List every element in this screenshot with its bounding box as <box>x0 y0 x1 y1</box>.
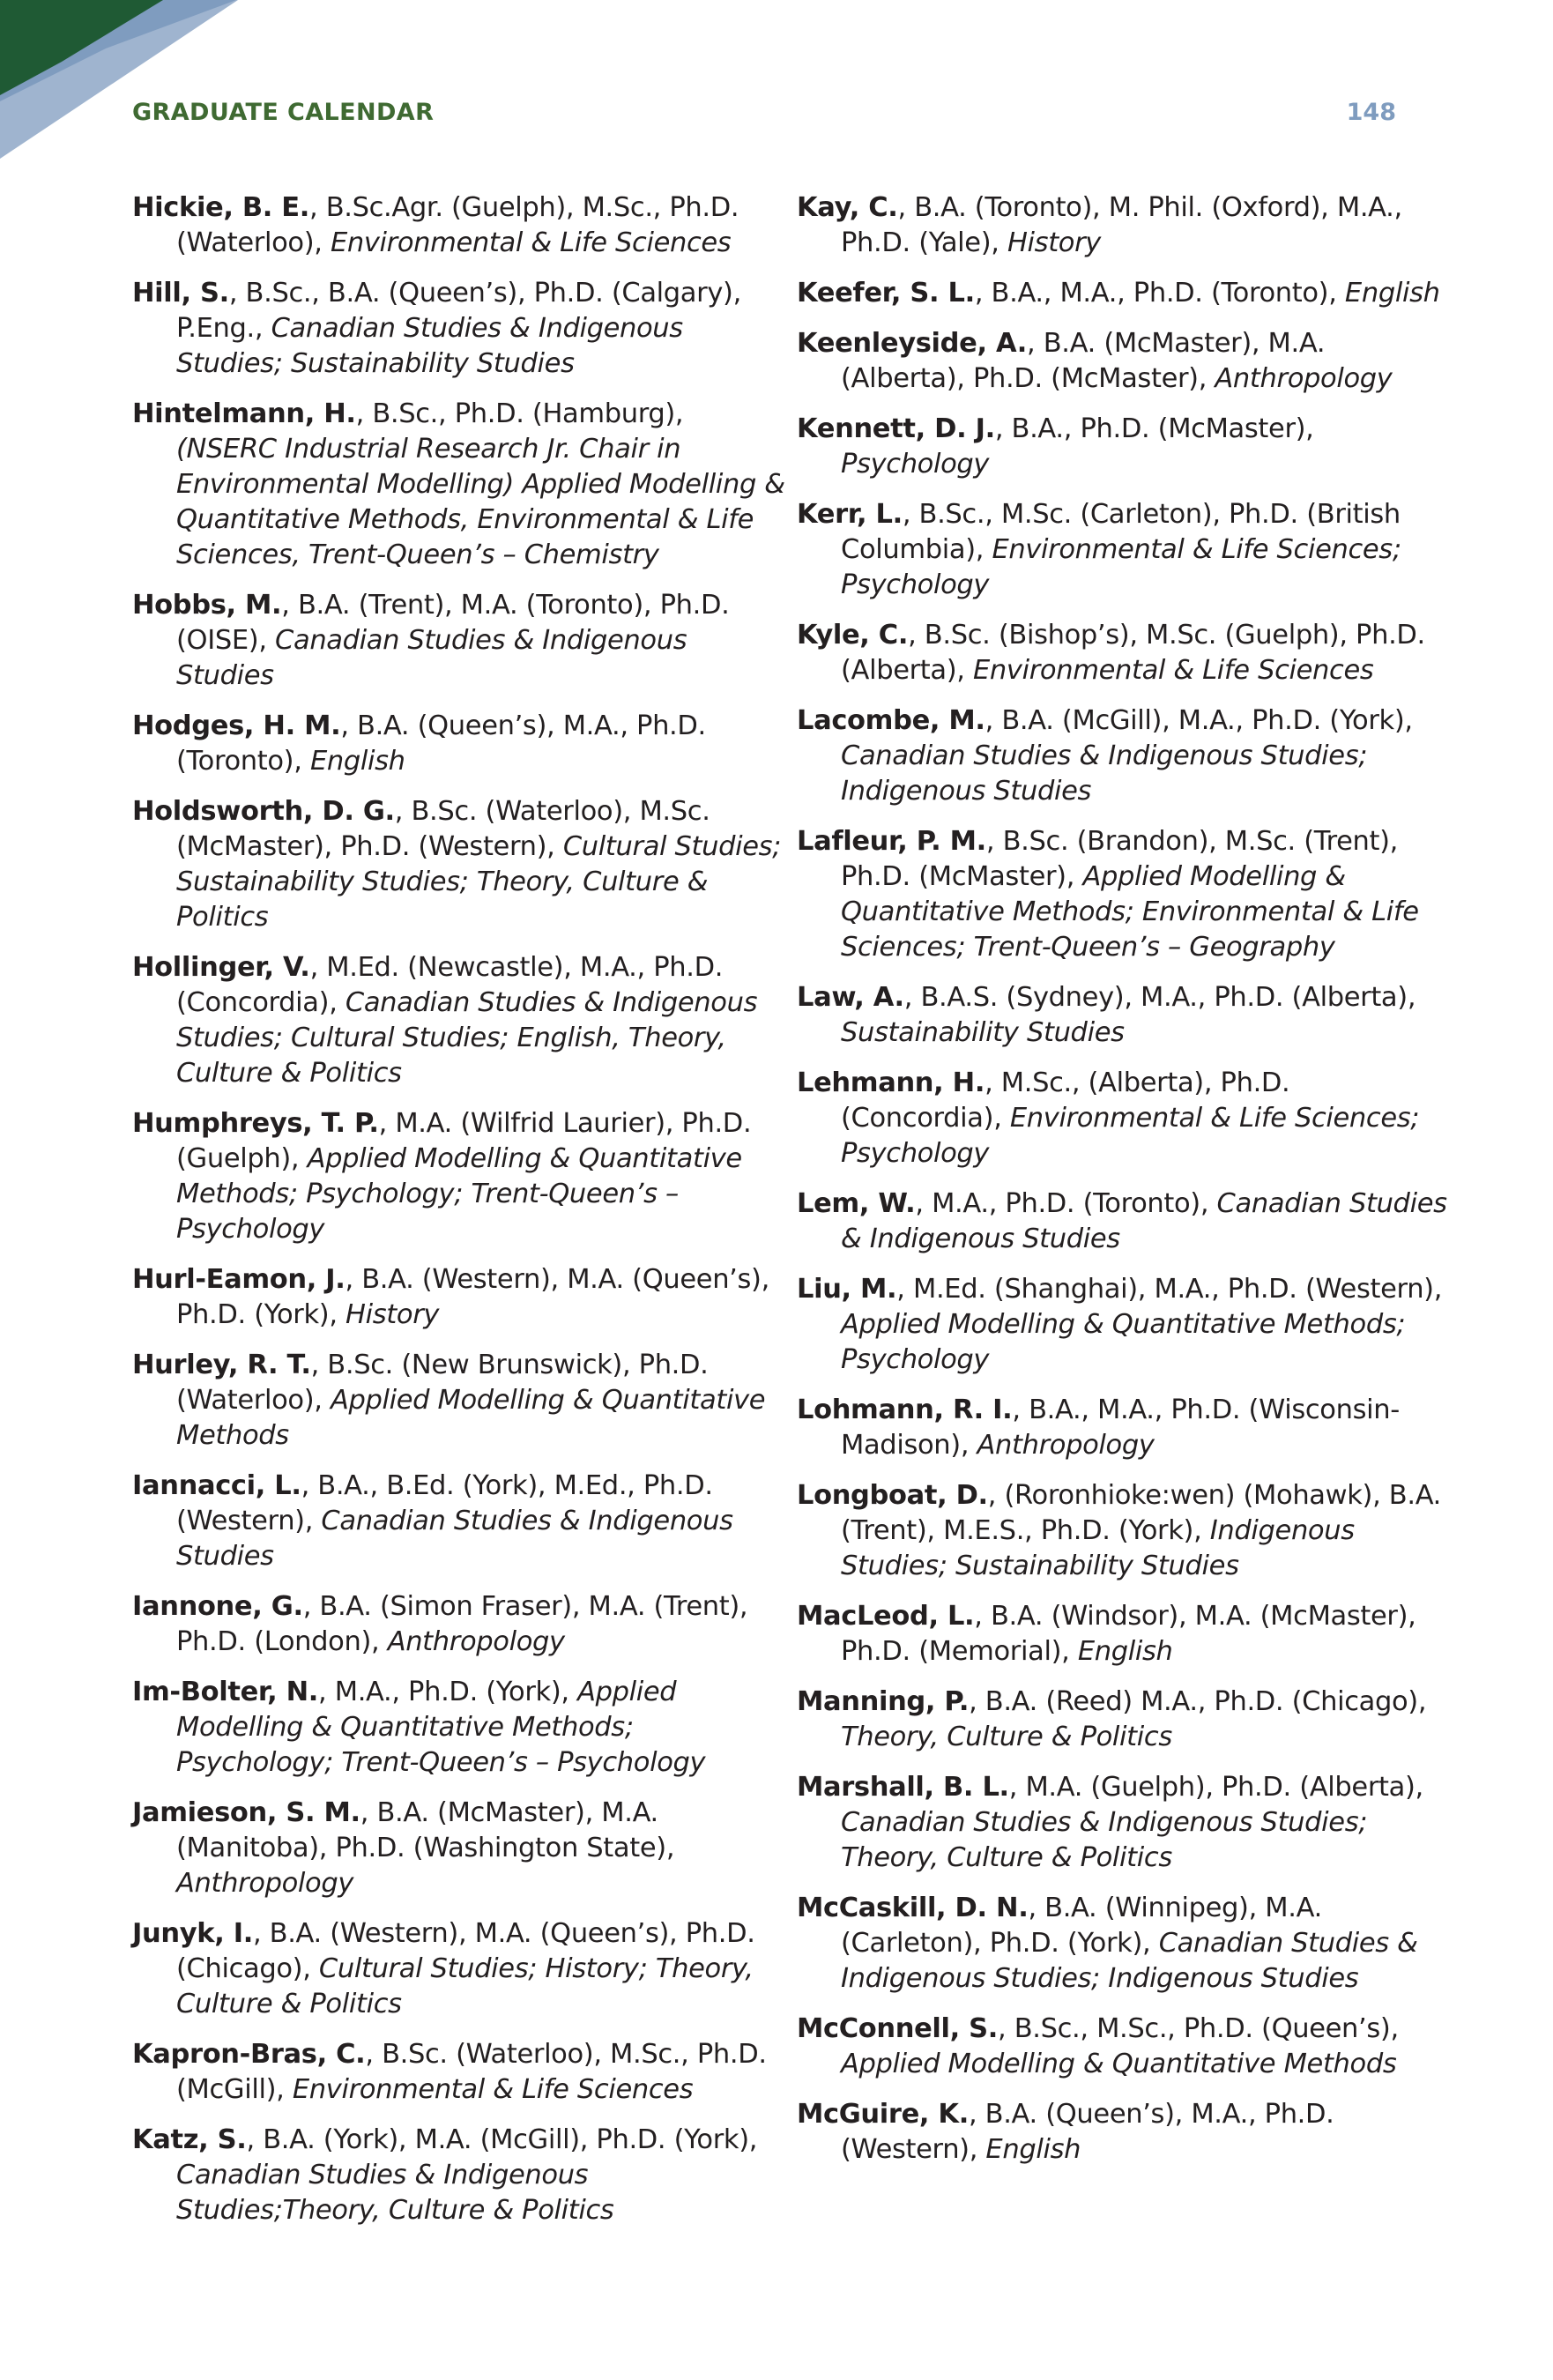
faculty-degrees: , M.Ed. (Newcastle), M.A., Ph.D. (Concordia), <box>176 952 724 1018</box>
faculty-entry <box>132 1348 786 1454</box>
faculty-entry <box>797 1599 1451 1670</box>
faculty-affiliations: Canadian Studies & Indigenous Studies; Theory, Culture & Politics <box>841 1807 1368 1873</box>
faculty-entry <box>797 2012 1451 2082</box>
faculty-affiliations: Environmental & Life Sciences <box>330 227 732 258</box>
faculty-degrees: , B.A. (McMaster), M.A. (Alberta), Ph.D. (McMaster), <box>841 328 1326 394</box>
faculty-entry <box>132 2123 786 2228</box>
faculty-affiliations: English <box>309 746 405 777</box>
faculty-entry <box>132 1469 786 1574</box>
faculty-name: Hickie, B. E. <box>132 192 310 223</box>
faculty-entry <box>797 412 1451 482</box>
faculty-degrees: , B.Sc. (Waterloo), M.Sc., Ph.D. (McGill), <box>176 2039 767 2105</box>
faculty-name: Kyle, C. <box>797 620 909 651</box>
faculty-degrees: , B.Sc. (New Brunswick), Ph.D. (Waterloo), <box>176 1350 709 1416</box>
faculty-entry <box>797 1272 1451 1378</box>
faculty-affiliations: Environmental & Life Sciences; Psychology <box>841 1103 1420 1169</box>
faculty-entry <box>132 1262 786 1333</box>
faculty-degrees: , (Roronhioke:wen) (Mohawk), B.A. (Trent), M.E.S., Ph.D. (York), <box>841 1480 1442 1546</box>
faculty-affiliations: Anthropology <box>1215 363 1393 394</box>
faculty-affiliations: History <box>1007 227 1102 258</box>
faculty-degrees: , B.A., M.A., Ph.D. (Toronto), <box>974 278 1345 309</box>
faculty-entry <box>132 1675 786 1781</box>
faculty-name: Longboat, D. <box>797 1480 988 1511</box>
faculty-entry <box>797 618 1451 688</box>
faculty-degrees: , M.Sc., (Alberta), Ph.D. (Concordia), <box>841 1067 1290 1134</box>
faculty-degrees: , B.Sc. (Brandon), M.Sc. (Trent), Ph.D. (McMaster), <box>841 826 1399 892</box>
faculty-affiliations: English <box>1344 278 1440 309</box>
faculty-name: Lem, W. <box>797 1188 916 1219</box>
faculty-degrees: , B.Sc. (Bishop’s), M.Sc. (Guelph), Ph.D. (Alberta), <box>841 620 1425 686</box>
faculty-name: Hill, S. <box>132 278 229 309</box>
faculty-name: Keefer, S. L. <box>797 278 975 309</box>
faculty-name: McCaskill, D. N. <box>797 1893 1029 1923</box>
faculty-affiliations: Environmental & Life Sciences; Psychology <box>841 534 1401 600</box>
faculty-degrees: , B.A. (Queen’s), M.A., Ph.D. (Toronto), <box>176 710 706 777</box>
faculty-entry <box>797 497 1451 603</box>
faculty-degrees: , B.A. (Western), M.A. (Queen’s), Ph.D. (York), <box>176 1264 769 1330</box>
faculty-affiliations: Cultural Studies; Sustainability Studies; Theory, Culture & Politics <box>176 831 782 933</box>
faculty-entry <box>132 1796 786 1901</box>
faculty-degrees: , B.A., B.Ed. (York), M.Ed., Ph.D. (Western), <box>176 1470 713 1536</box>
faculty-name: Iannone, G. <box>132 1591 303 1622</box>
faculty-name: Iannacci, L. <box>132 1470 301 1501</box>
right-column <box>797 190 1451 2183</box>
faculty-name: Jamieson, S. M. <box>132 1797 360 1828</box>
faculty-degrees: , M.A. (Guelph), Ph.D. (Alberta), <box>1008 1772 1423 1803</box>
faculty-affiliations: Anthropology <box>176 1868 354 1899</box>
faculty-affiliations: Applied Modelling & Quantitative Methods; Psychology <box>841 1309 1406 1375</box>
faculty-entry <box>797 276 1451 311</box>
faculty-degrees: , B.Sc., Ph.D. (Hamburg), <box>355 398 684 429</box>
faculty-name: Liu, M. <box>797 1274 897 1305</box>
faculty-affiliations: Canadian Studies & Indigenous Studies; Sustainability Studies <box>176 313 683 379</box>
faculty-entry <box>797 1770 1451 1876</box>
faculty-affiliations: Anthropology <box>977 1430 1155 1461</box>
page-header-title: GRADUATE CALENDAR <box>132 99 435 126</box>
faculty-degrees: , B.A. (Winnipeg), M.A. (Carleton), Ph.D. (York), <box>841 1893 1322 1959</box>
faculty-degrees: , B.Sc., M.Sc. (Carleton), Ph.D. (British Columbia), <box>841 499 1401 565</box>
faculty-name: Humphreys, T. P. <box>132 1108 379 1139</box>
faculty-name: Kapron-Bras, C. <box>132 2039 366 2070</box>
faculty-affiliations: Theory, Culture & Politics <box>841 1722 1172 1752</box>
faculty-degrees: , B.A. (Toronto), M. Phil. (Oxford), M.A., Ph.D. (Yale), <box>841 192 1402 258</box>
faculty-affiliations: Environmental & Life Sciences <box>973 655 1374 686</box>
faculty-entry <box>132 709 786 779</box>
faculty-entry <box>132 794 786 935</box>
faculty-affiliations: Canadian Studies & Indigenous Studies;Theory, Culture & Politics <box>176 2160 614 2226</box>
faculty-name: Kennett, D. J. <box>797 413 995 444</box>
faculty-name: Holdsworth, D. G. <box>132 796 395 827</box>
faculty-degrees: , B.A. (Simon Fraser), M.A. (Trent), Ph.D. (London), <box>176 1591 748 1657</box>
faculty-name: Kerr, L. <box>797 499 903 530</box>
faculty-affiliations: Indigenous Studies; Sustainability Studies <box>841 1515 1355 1581</box>
faculty-entry <box>132 1106 786 1247</box>
faculty-entry <box>797 1891 1451 1997</box>
faculty-degrees: , B.A. (Windsor), M.A. (McMaster), Ph.D. (Memorial), <box>841 1601 1416 1667</box>
faculty-name: Marshall, B. L. <box>797 1772 1009 1803</box>
faculty-degrees: , B.Sc., M.Sc., Ph.D. (Queen’s), <box>998 2013 1399 2044</box>
faculty-entry <box>132 190 786 261</box>
faculty-entry <box>797 326 1451 397</box>
faculty-affiliations: Canadian Studies & Indigenous Studies <box>841 1188 1447 1254</box>
faculty-name: Lehmann, H. <box>797 1067 985 1098</box>
faculty-name: Law, A. <box>797 982 904 1013</box>
faculty-affiliations: Canadian Studies & Indigenous Studies; Cultural Studies; English, Theory, Culture & Politics <box>176 987 758 1089</box>
faculty-degrees: , M.A., Ph.D. (Toronto), <box>915 1188 1217 1219</box>
faculty-degrees: , B.Sc.Agr. (Guelph), M.Sc., Ph.D. (Waterloo), <box>176 192 739 258</box>
faculty-name: Manning, P. <box>797 1686 970 1717</box>
faculty-name: Lacombe, M. <box>797 705 985 736</box>
faculty-entry <box>132 950 786 1091</box>
faculty-affiliations: (NSERC Industrial Research Jr. Chair in Environmental Modelling) Applied Modelling & Quantitative Methods, Environmental & Life Sciences, Trent-Queen’s – Chemistry <box>176 434 785 570</box>
faculty-affiliations: English <box>1077 1636 1173 1667</box>
faculty-entry <box>132 276 786 382</box>
faculty-affiliations: Applied Modelling & Quantitative Methods <box>841 2049 1397 2079</box>
faculty-affiliations: Environmental & Life Sciences <box>292 2074 694 2105</box>
faculty-degrees: , B.A. (York), M.A. (McGill), Ph.D. (York), <box>246 2124 758 2155</box>
faculty-degrees: , M.A., Ph.D. (York), <box>318 1677 578 1707</box>
faculty-degrees: , B.A. (Queen’s), M.A., Ph.D. (Western), <box>841 2099 1334 2165</box>
faculty-name: Lafleur, P. M. <box>797 826 986 857</box>
faculty-entry <box>797 190 1451 261</box>
faculty-name: Katz, S. <box>132 2124 247 2155</box>
faculty-name: McConnell, S. <box>797 2013 998 2044</box>
faculty-name: Junyk, I. <box>132 1918 253 1949</box>
faculty-affiliations: Canadian Studies & Indigenous Studies; Indigenous Studies <box>841 1928 1418 1994</box>
faculty-name: Im-Bolter, N. <box>132 1677 319 1707</box>
faculty-name: Lohmann, R. I. <box>797 1395 1013 1425</box>
faculty-affiliations: Canadian Studies & Indigenous Studies; Indigenous Studies <box>841 740 1368 807</box>
faculty-entry <box>797 824 1451 965</box>
faculty-name: McGuire, K. <box>797 2099 969 2130</box>
faculty-name: Kay, C. <box>797 192 898 223</box>
faculty-degrees: , B.A.S. (Sydney), M.A., Ph.D. (Alberta), <box>903 982 1416 1013</box>
faculty-degrees: , B.A. (McMaster), M.A. (Manitoba), Ph.D. (Washington State), <box>176 1797 675 1863</box>
faculty-degrees: , M.A. (Wilfrid Laurier), Ph.D. (Guelph), <box>176 1108 752 1174</box>
faculty-entry <box>132 2037 786 2108</box>
faculty-entry <box>132 1916 786 2022</box>
faculty-name: Hurl-Eamon, J. <box>132 1264 346 1295</box>
faculty-affiliations: History <box>346 1299 440 1330</box>
faculty-degrees: , B.A. (Reed) M.A., Ph.D. (Chicago), <box>969 1686 1427 1717</box>
faculty-degrees: , B.A. (Western), M.A. (Queen’s), Ph.D. (Chicago), <box>176 1918 755 1984</box>
faculty-affiliations: English <box>985 2134 1081 2165</box>
faculty-entry <box>797 980 1451 1051</box>
faculty-name: Hobbs, M. <box>132 590 282 621</box>
faculty-affiliations: Anthropology <box>387 1626 565 1657</box>
faculty-affiliations: Psychology <box>841 449 990 480</box>
faculty-affiliations: Sustainability Studies <box>841 1017 1125 1048</box>
faculty-name: MacLeod, L. <box>797 1601 975 1632</box>
faculty-entry <box>132 1589 786 1660</box>
faculty-degrees: , B.A. (McGill), M.A., Ph.D. (York), <box>985 705 1413 736</box>
faculty-entry <box>132 588 786 694</box>
faculty-affiliations: Canadian Studies & Indigenous Studies <box>176 1506 733 1572</box>
faculty-entry <box>797 2097 1451 2168</box>
corner-decoration <box>0 0 247 159</box>
faculty-affiliations: Cultural Studies; History; Theory, Culture & Politics <box>176 1953 754 2019</box>
faculty-name: Keenleyside, A. <box>797 328 1028 359</box>
faculty-affiliations: Applied Modelling & Quantitative Methods <box>176 1385 766 1451</box>
faculty-degrees: , B.A. (Trent), M.A. (Toronto), Ph.D. (OISE), <box>176 590 730 656</box>
faculty-degrees: , B.Sc. (Waterloo), M.Sc. (McMaster), Ph.D. (Western), <box>176 796 710 862</box>
left-column <box>132 190 786 2243</box>
faculty-entry <box>797 1066 1451 1171</box>
faculty-entry <box>132 397 786 573</box>
faculty-entry <box>797 1685 1451 1755</box>
faculty-degrees: , B.A., M.A., Ph.D. (Wisconsin-Madison), <box>841 1395 1400 1461</box>
faculty-degrees: , B.A., Ph.D. (McMaster), <box>994 413 1314 444</box>
faculty-name: Hodges, H. M. <box>132 710 341 741</box>
faculty-degrees: , M.Ed. (Shanghai), M.A., Ph.D. (Western), <box>896 1274 1443 1305</box>
faculty-affiliations: Applied Modelling & Quantitative Methods; Psychology; Trent-Queen’s – Psychology <box>176 1143 742 1245</box>
faculty-entry <box>797 1393 1451 1463</box>
page-number: 148 <box>1346 99 1396 126</box>
faculty-name: Hintelmann, H. <box>132 398 356 429</box>
faculty-affiliations: Applied Modelling & Quantitative Methods; Psychology; Trent-Queen’s – Psychology <box>176 1677 706 1778</box>
faculty-entry <box>797 703 1451 809</box>
faculty-affiliations: Canadian Studies & Indigenous Studies <box>176 625 687 691</box>
faculty-entry <box>797 1478 1451 1584</box>
faculty-name: Hurley, R. T. <box>132 1350 311 1380</box>
faculty-affiliations: Applied Modelling & Quantitative Methods; Environmental & Life Sciences; Trent-Queen’s – Geography <box>841 861 1419 963</box>
faculty-entry <box>797 1186 1451 1257</box>
faculty-name: Hollinger, V. <box>132 952 310 983</box>
faculty-degrees: , B.Sc., B.A. (Queen’s), Ph.D. (Calgary), P.Eng., <box>176 278 741 344</box>
